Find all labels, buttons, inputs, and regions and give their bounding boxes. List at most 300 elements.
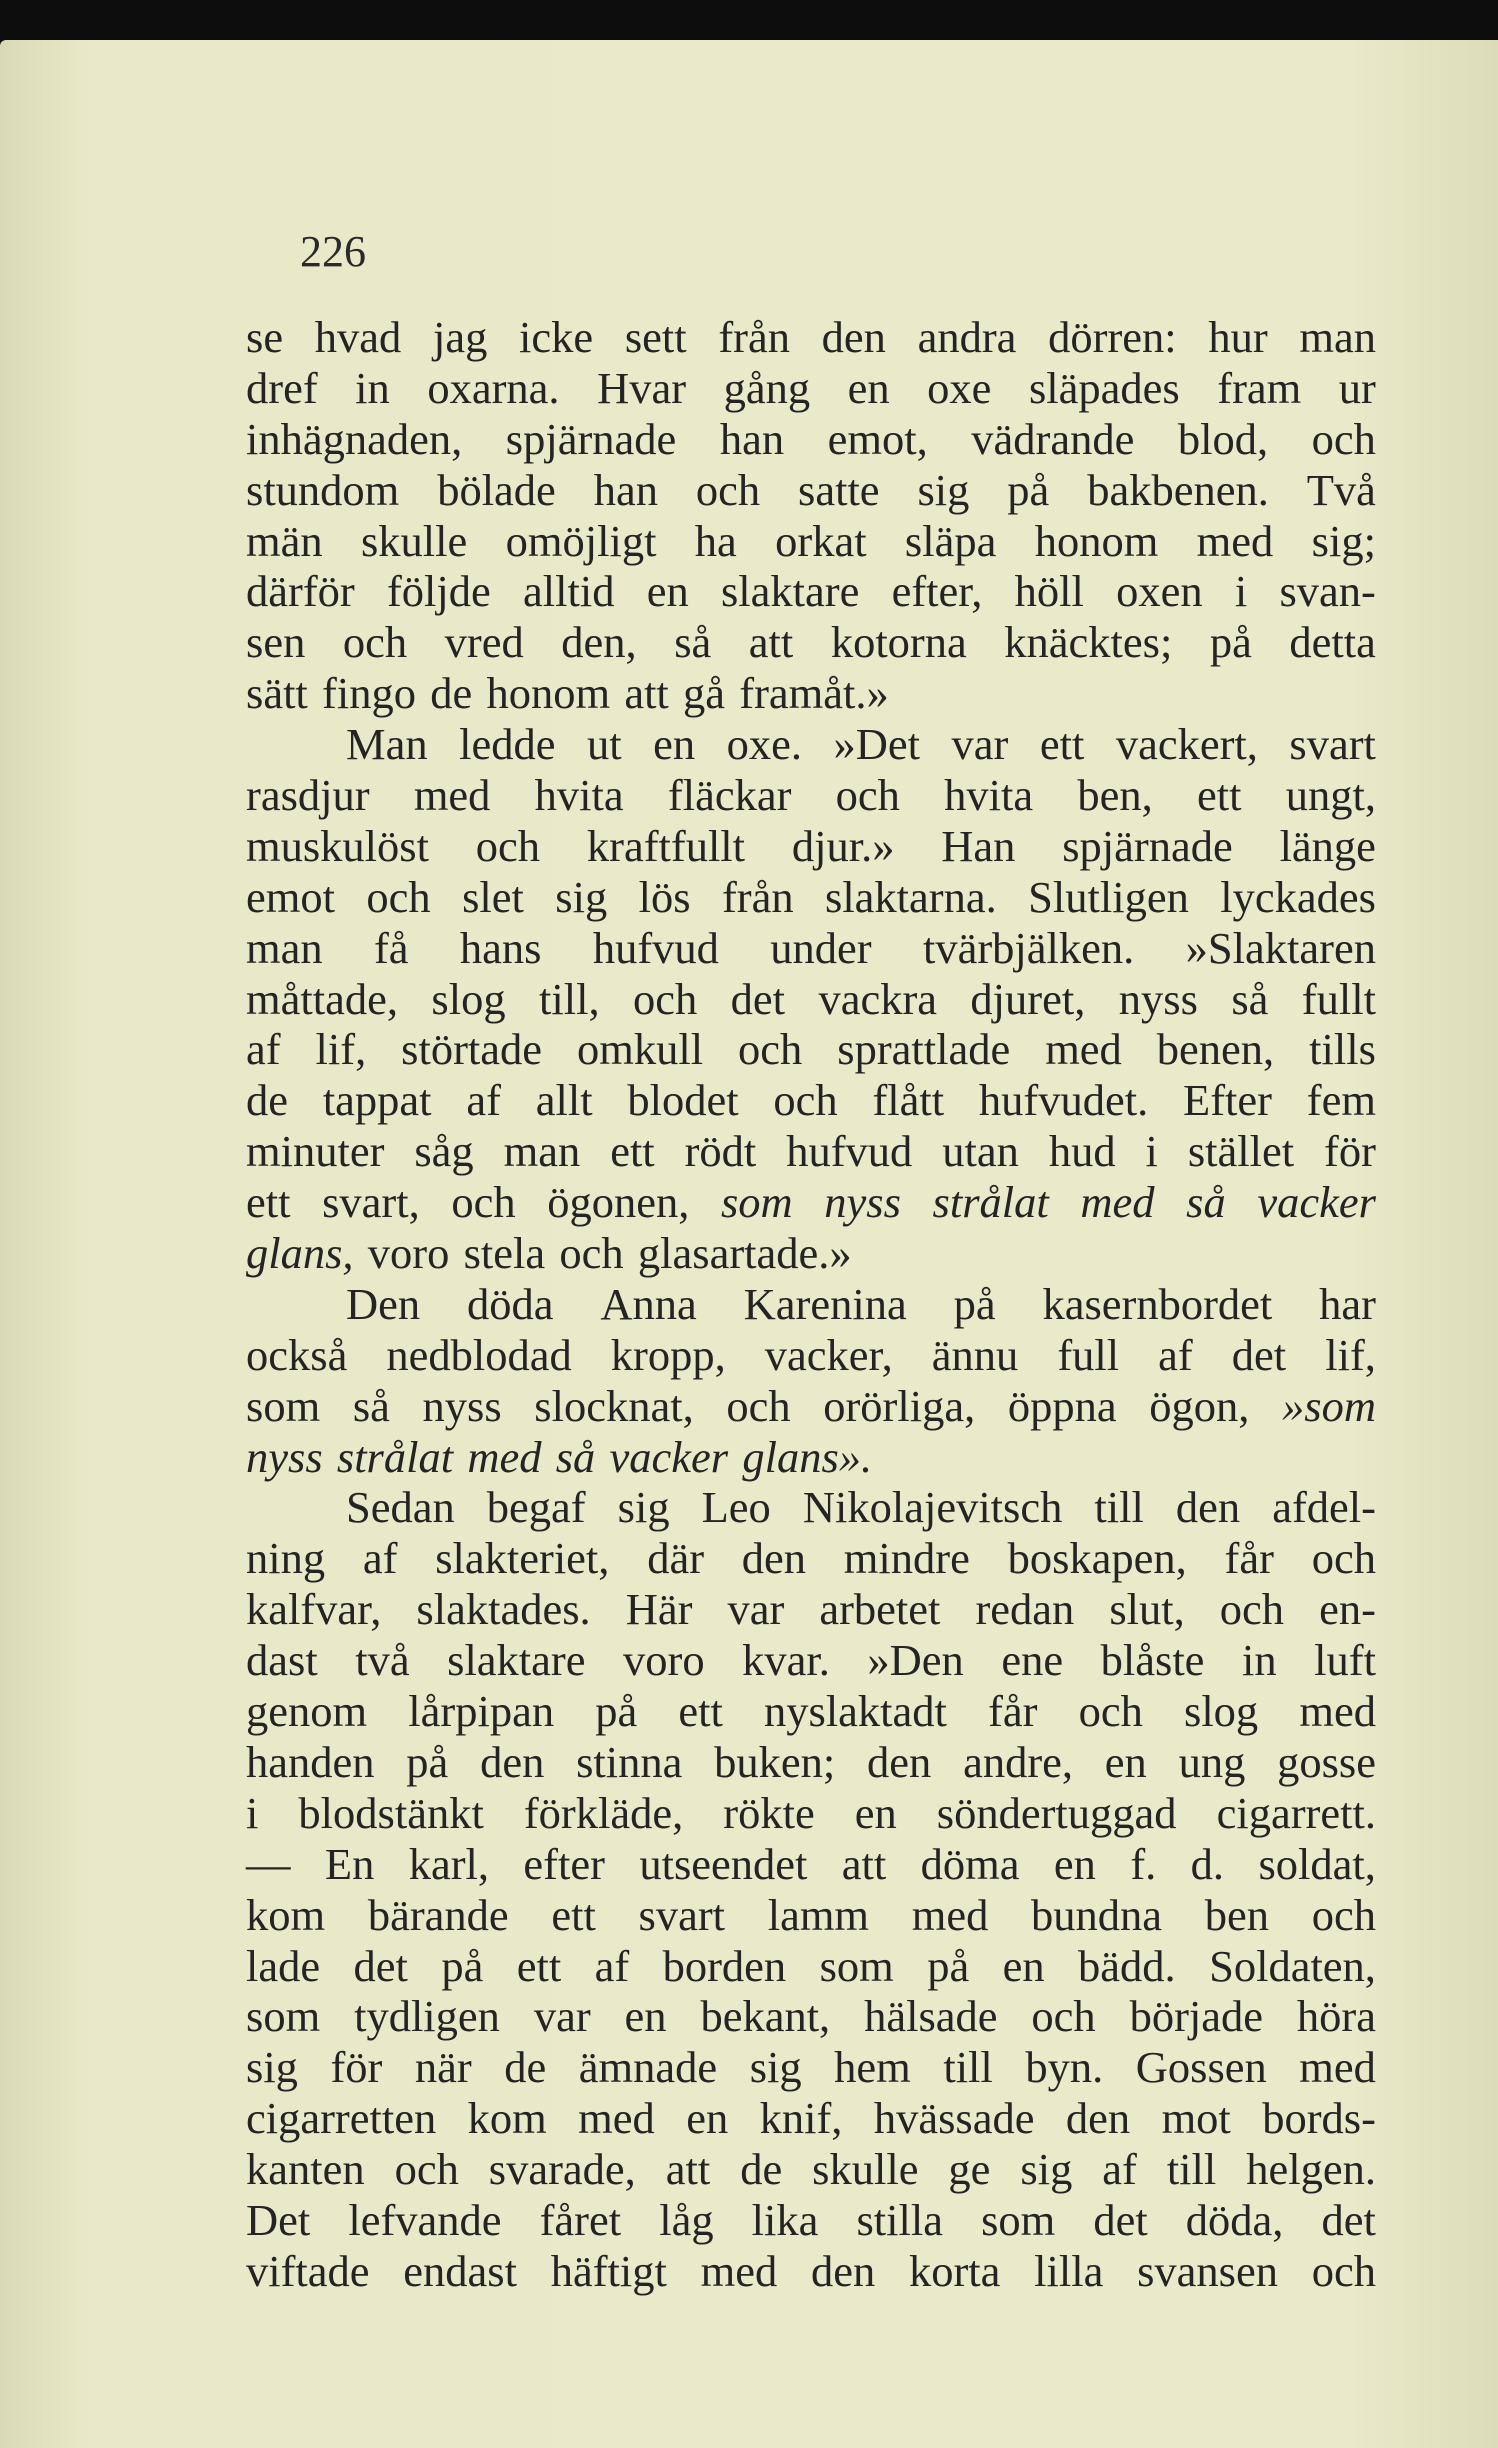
- word: ene: [1001, 1635, 1064, 1686]
- word: de: [740, 2144, 783, 2195]
- word: släpades: [1028, 362, 1180, 413]
- word: ögon,: [1149, 1380, 1250, 1431]
- word: han: [593, 464, 658, 515]
- word: allt: [535, 1075, 593, 1126]
- word: af: [362, 1533, 398, 1584]
- word: som: [720, 1177, 793, 1228]
- word: alltid: [523, 566, 615, 617]
- word: satte: [798, 464, 880, 515]
- word: rökte: [723, 1787, 815, 1838]
- text-line: [246, 1635, 1376, 1686]
- word: hvässade: [873, 2093, 1035, 2144]
- word: i: [246, 1787, 259, 1838]
- word: ett: [246, 1177, 291, 1228]
- word: buken;: [714, 1736, 836, 1787]
- word: och: [632, 973, 698, 1024]
- text-line: [246, 1126, 1376, 1177]
- word: vacker: [1257, 1177, 1376, 1228]
- word: och: [738, 1024, 803, 1075]
- word: Här: [625, 1584, 693, 1635]
- word: lefvande: [348, 2194, 502, 2245]
- word: med: [911, 1889, 989, 1940]
- word: omöjligt: [505, 515, 657, 566]
- word: en: [854, 1787, 897, 1838]
- word: på: [406, 1736, 449, 1787]
- word: där: [647, 1533, 705, 1584]
- word: lif,: [1325, 1329, 1376, 1380]
- word: lös: [638, 871, 691, 922]
- word: en: [624, 1991, 667, 2042]
- word: följde: [386, 566, 491, 617]
- word: vackert,: [1115, 719, 1258, 770]
- word: få: [373, 922, 409, 973]
- word: minuter: [246, 1126, 385, 1177]
- word: från: [718, 312, 790, 362]
- word: för: [1324, 1126, 1376, 1177]
- word: öppna: [1007, 1380, 1117, 1431]
- word: in: [1241, 1635, 1277, 1686]
- word: Slutligen: [1028, 871, 1189, 922]
- word: höra: [1296, 1991, 1376, 2042]
- word: blåste: [1100, 1635, 1205, 1686]
- word: och: [773, 1075, 838, 1126]
- word: kotorna: [830, 617, 967, 668]
- word: vackra: [818, 973, 938, 1024]
- word: till,: [538, 973, 600, 1024]
- word: viftade: [246, 2245, 370, 2296]
- word: var: [727, 1584, 785, 1635]
- word: stela: [463, 1228, 546, 1279]
- word: ben,: [1077, 770, 1153, 821]
- word: begaf: [486, 1482, 586, 1533]
- word: svart: [638, 1889, 726, 1940]
- word: och: [366, 871, 431, 922]
- word: ämnade: [578, 2042, 718, 2093]
- word: genom: [246, 1686, 368, 1737]
- word: gång: [723, 362, 811, 413]
- word: för: [330, 2042, 383, 2093]
- word: det: [353, 1940, 408, 1991]
- word: strålat: [336, 1431, 454, 1482]
- word: svan-: [1279, 566, 1376, 617]
- word: orörliga,: [823, 1380, 976, 1431]
- text-line: [246, 1177, 1376, 1228]
- word: Soldaten,: [1209, 1940, 1376, 1991]
- word: in: [355, 362, 390, 413]
- word: voro: [623, 1635, 705, 1686]
- word: inhägnaden,: [246, 413, 463, 464]
- word: och: [1311, 2245, 1376, 2296]
- word: redan: [975, 1584, 1075, 1635]
- word: omkull: [576, 1024, 704, 1075]
- word: ledde: [459, 719, 556, 770]
- text-line: [246, 1991, 1376, 2042]
- word: ett: [1196, 770, 1242, 821]
- word: på: [1209, 617, 1252, 668]
- word: f.: [1130, 1838, 1157, 1889]
- text-line: [246, 1686, 1376, 1737]
- word: såg: [414, 1126, 474, 1177]
- word: »som: [1282, 1380, 1376, 1431]
- word: af: [594, 1940, 630, 1991]
- word: Sedan: [346, 1482, 455, 1533]
- word: så: [555, 1431, 596, 1482]
- word: stundom: [246, 464, 400, 515]
- word: mindre: [843, 1533, 970, 1584]
- word: bärande: [367, 1889, 509, 1940]
- word: svart,: [322, 1177, 420, 1228]
- word: länge: [1279, 820, 1376, 871]
- word: nyslaktadt: [764, 1686, 947, 1737]
- word: döma: [920, 1838, 1020, 1889]
- word: jag: [432, 312, 488, 362]
- word: Nikolajevitsch: [802, 1482, 1063, 1533]
- word: bölade: [437, 464, 556, 515]
- word: kasernbordet: [1042, 1278, 1273, 1329]
- word: slog: [431, 973, 506, 1024]
- word: lilla: [1034, 2245, 1104, 2296]
- word: ben: [1204, 1889, 1270, 1940]
- word: sig: [917, 464, 970, 515]
- word: med: [413, 770, 491, 821]
- word: af: [466, 1075, 501, 1126]
- text-line: [246, 719, 1376, 770]
- word: i: [1234, 566, 1248, 617]
- word: stilla: [856, 2194, 943, 2245]
- word: en: [847, 362, 890, 413]
- word: af: [246, 1024, 281, 1075]
- word: hem: [834, 2042, 911, 2093]
- word: boskapen,: [1007, 1533, 1187, 1584]
- text-line: [246, 1279, 1376, 1330]
- word: Det: [246, 2194, 311, 2245]
- word: med: [1299, 2042, 1376, 2093]
- word: den: [810, 2245, 876, 2296]
- word: helgen.: [1246, 2144, 1376, 2195]
- text-line: [246, 1788, 1376, 1839]
- word: två: [355, 1635, 410, 1686]
- word: lyckades: [1220, 871, 1376, 922]
- word: ett: [610, 1126, 655, 1177]
- word: ha: [694, 515, 737, 566]
- word: det: [1321, 2194, 1376, 2245]
- word: kanten: [246, 2144, 365, 2195]
- word: blodet: [627, 1075, 739, 1126]
- word: efter,: [891, 566, 983, 617]
- word: djuret,: [970, 973, 1086, 1024]
- word: lamm: [767, 1889, 870, 1940]
- word: kom: [246, 1889, 326, 1940]
- text-line: [246, 1839, 1376, 1890]
- word: den: [480, 1736, 545, 1787]
- word: med: [467, 1431, 542, 1482]
- word: det: [730, 973, 786, 1024]
- word: lårpipan: [408, 1686, 555, 1737]
- word: vädrande: [971, 413, 1135, 464]
- word: endast: [403, 2245, 517, 2296]
- word: en: [1053, 1838, 1096, 1889]
- word: Leo: [701, 1482, 771, 1533]
- word: bädd.: [1078, 1940, 1176, 1991]
- text-line: [246, 465, 1376, 516]
- word: slaktare: [447, 1635, 586, 1686]
- word: en-: [1319, 1584, 1376, 1635]
- word: var: [533, 1991, 591, 2042]
- word: gå: [683, 668, 726, 719]
- word: af: [1158, 1329, 1193, 1380]
- word: också: [246, 1329, 348, 1380]
- word: oxe.: [726, 719, 802, 770]
- word: och: [475, 820, 541, 871]
- word: man: [1299, 312, 1376, 362]
- word: kropp,: [610, 1329, 726, 1380]
- word: ett: [1039, 719, 1085, 770]
- word: under: [770, 922, 872, 973]
- word: korta: [908, 2245, 1001, 2296]
- word: ett: [678, 1686, 723, 1737]
- word: nedblodad: [386, 1329, 572, 1380]
- word: en: [653, 719, 696, 770]
- word: sen: [246, 617, 306, 668]
- text-line: [246, 923, 1376, 974]
- word: ögonen,: [547, 1177, 690, 1228]
- word: mot: [1161, 2093, 1231, 2144]
- word: En: [324, 1838, 375, 1889]
- word: cigarretten: [246, 2093, 437, 2144]
- word: Anna: [600, 1278, 697, 1329]
- word: fem: [1306, 1075, 1376, 1126]
- word: dast: [246, 1635, 318, 1686]
- word: knäcktes;: [1004, 617, 1173, 668]
- word: med: [1080, 1177, 1155, 1228]
- word: voro: [367, 1228, 450, 1279]
- word: söndertuggad: [936, 1787, 1177, 1838]
- text-line: [246, 2042, 1376, 2093]
- word: till: [943, 2042, 993, 2093]
- word: låg: [659, 2194, 714, 2245]
- word: bords-: [1262, 2093, 1376, 2144]
- word: sig;: [1311, 515, 1376, 566]
- word: ungt,: [1285, 770, 1376, 821]
- word: på: [953, 1278, 996, 1329]
- word: oxe: [927, 362, 992, 413]
- word: och: [342, 617, 408, 668]
- word: »Slaktaren: [1185, 922, 1376, 973]
- word: bundna: [1031, 1889, 1163, 1940]
- word: kalfvar,: [246, 1584, 382, 1635]
- word: slut,: [1109, 1584, 1185, 1635]
- body-text: [246, 312, 1376, 2297]
- word: ung: [1178, 1736, 1246, 1787]
- word: höll: [1014, 566, 1084, 617]
- word: att: [841, 1838, 887, 1889]
- word: män: [246, 515, 323, 566]
- word: från: [721, 871, 794, 922]
- text-line: [246, 1941, 1376, 1992]
- word: får: [988, 1686, 1038, 1737]
- word: Gossen: [1135, 2042, 1267, 2093]
- word: soldat,: [1258, 1838, 1376, 1889]
- word: honom: [486, 668, 611, 719]
- word: dörren:: [1048, 312, 1177, 362]
- word: Den: [346, 1278, 421, 1329]
- word: knif,: [759, 2093, 843, 2144]
- word: fingo: [322, 668, 416, 719]
- word: nyss: [422, 1380, 502, 1431]
- word: sig: [749, 2042, 802, 2093]
- word: döda,: [1185, 2194, 1284, 2245]
- word: som: [981, 2194, 1056, 2245]
- word: släpa: [904, 515, 997, 566]
- word: sig: [617, 1482, 670, 1533]
- word: sätt: [246, 668, 308, 719]
- word: hvita: [534, 770, 624, 821]
- text-line: [246, 516, 1376, 567]
- word: ge: [948, 2144, 991, 2195]
- word: slaktades.: [416, 1584, 591, 1635]
- text-line: [246, 414, 1376, 465]
- word: och: [1078, 1686, 1143, 1737]
- word: en: [646, 566, 689, 617]
- word: efter: [523, 1838, 605, 1889]
- word: nyss: [1118, 973, 1198, 1024]
- word: Hvar: [597, 362, 687, 413]
- word: en: [1104, 1736, 1147, 1787]
- word: »Den: [867, 1635, 964, 1686]
- text-line: [246, 1075, 1376, 1126]
- word: ännu: [931, 1329, 1019, 1380]
- word: och: [835, 770, 900, 821]
- word: skulle: [360, 515, 468, 566]
- word: nyss: [246, 1431, 323, 1482]
- word: se: [246, 312, 284, 362]
- word: slaktarna.: [825, 871, 997, 922]
- word: Två: [1306, 464, 1376, 515]
- text-line: [246, 566, 1376, 617]
- word: hvad: [314, 312, 402, 362]
- word: och: [1311, 413, 1376, 464]
- word: med: [1196, 515, 1274, 566]
- word: och: [726, 1380, 791, 1431]
- word: slet: [462, 871, 524, 922]
- text-line: [246, 1584, 1376, 1635]
- word: hälsade: [864, 1991, 998, 2042]
- word: spjärnade: [1062, 820, 1233, 871]
- word: ning: [246, 1533, 326, 1584]
- word: och: [559, 1228, 624, 1279]
- word: på: [927, 1940, 970, 1991]
- word: den: [1175, 1482, 1241, 1533]
- word: får: [1224, 1533, 1274, 1584]
- word: som: [819, 1940, 894, 1991]
- word: fläckar: [667, 770, 792, 821]
- text-line: [246, 872, 1376, 923]
- word: och: [1311, 1533, 1376, 1584]
- word: sig: [1020, 2144, 1073, 2195]
- word: och: [1219, 1584, 1285, 1635]
- word: med: [1045, 1024, 1122, 1075]
- word: kraftfullt: [586, 820, 746, 871]
- word: en: [686, 2093, 729, 2144]
- word: gosse: [1277, 1736, 1376, 1787]
- word: nyss: [824, 1177, 901, 1228]
- text-line: [246, 1737, 1376, 1788]
- word: utan: [942, 1126, 1019, 1177]
- word: därför: [246, 566, 355, 617]
- word: och: [1311, 1889, 1376, 1940]
- text-line: [246, 2093, 1376, 2144]
- word: kvar.: [742, 1635, 830, 1686]
- word: hufvudet.: [978, 1075, 1149, 1126]
- word: när: [414, 2042, 472, 2093]
- word: hur: [1208, 312, 1268, 362]
- word: förkläde,: [523, 1787, 684, 1838]
- word: tydligen: [354, 1991, 500, 2042]
- word: —: [246, 1838, 291, 1889]
- word: en: [1002, 1940, 1045, 1991]
- word: ett: [516, 1940, 562, 1991]
- word: utseendet: [639, 1838, 808, 1889]
- word: emot,: [827, 413, 928, 464]
- word: och: [1031, 1991, 1096, 2042]
- word: som: [246, 1991, 321, 2042]
- word: det: [1093, 2194, 1148, 2245]
- word: fram: [1217, 362, 1302, 413]
- word: slaktare: [720, 566, 860, 617]
- word: arbetet: [819, 1584, 941, 1635]
- word: hvita: [944, 770, 1034, 821]
- text-line: [246, 974, 1376, 1025]
- word: skulle: [812, 2144, 919, 2195]
- word: blod,: [1177, 413, 1269, 464]
- word: så: [1231, 973, 1269, 1024]
- word: benen,: [1156, 1024, 1275, 1075]
- word: att: [748, 617, 794, 668]
- text-line: [246, 1228, 1376, 1279]
- word: vred: [444, 617, 524, 668]
- word: till: [1166, 2144, 1217, 2195]
- text-line: [246, 312, 1376, 363]
- word: af: [1102, 2144, 1137, 2195]
- word: började: [1129, 1991, 1263, 2042]
- word: framåt.»: [739, 668, 889, 719]
- text-line: [246, 770, 1376, 821]
- word: luft: [1314, 1635, 1376, 1686]
- text-line: [246, 668, 1376, 719]
- word: det: [1231, 1329, 1287, 1380]
- word: byn.: [1025, 2042, 1104, 2093]
- text-line: [246, 2246, 1376, 2297]
- word: glans».: [742, 1431, 873, 1482]
- word: Han: [941, 820, 1016, 871]
- word: handen: [246, 1736, 375, 1787]
- text-line: [246, 1024, 1376, 1075]
- text-line: [246, 821, 1376, 872]
- word: på: [1007, 464, 1050, 515]
- word: glans,: [246, 1228, 354, 1279]
- word: flått: [872, 1075, 945, 1126]
- word: hud: [1048, 1126, 1116, 1177]
- word: på: [441, 1940, 484, 1991]
- word: tills: [1309, 1024, 1376, 1075]
- word: i: [1145, 1126, 1158, 1177]
- word: och: [394, 2144, 459, 2195]
- word: »Det: [833, 719, 920, 770]
- word: den: [821, 312, 886, 362]
- word: slakteriet,: [435, 1533, 610, 1584]
- word: den: [741, 1533, 807, 1584]
- word: ur: [1338, 362, 1376, 413]
